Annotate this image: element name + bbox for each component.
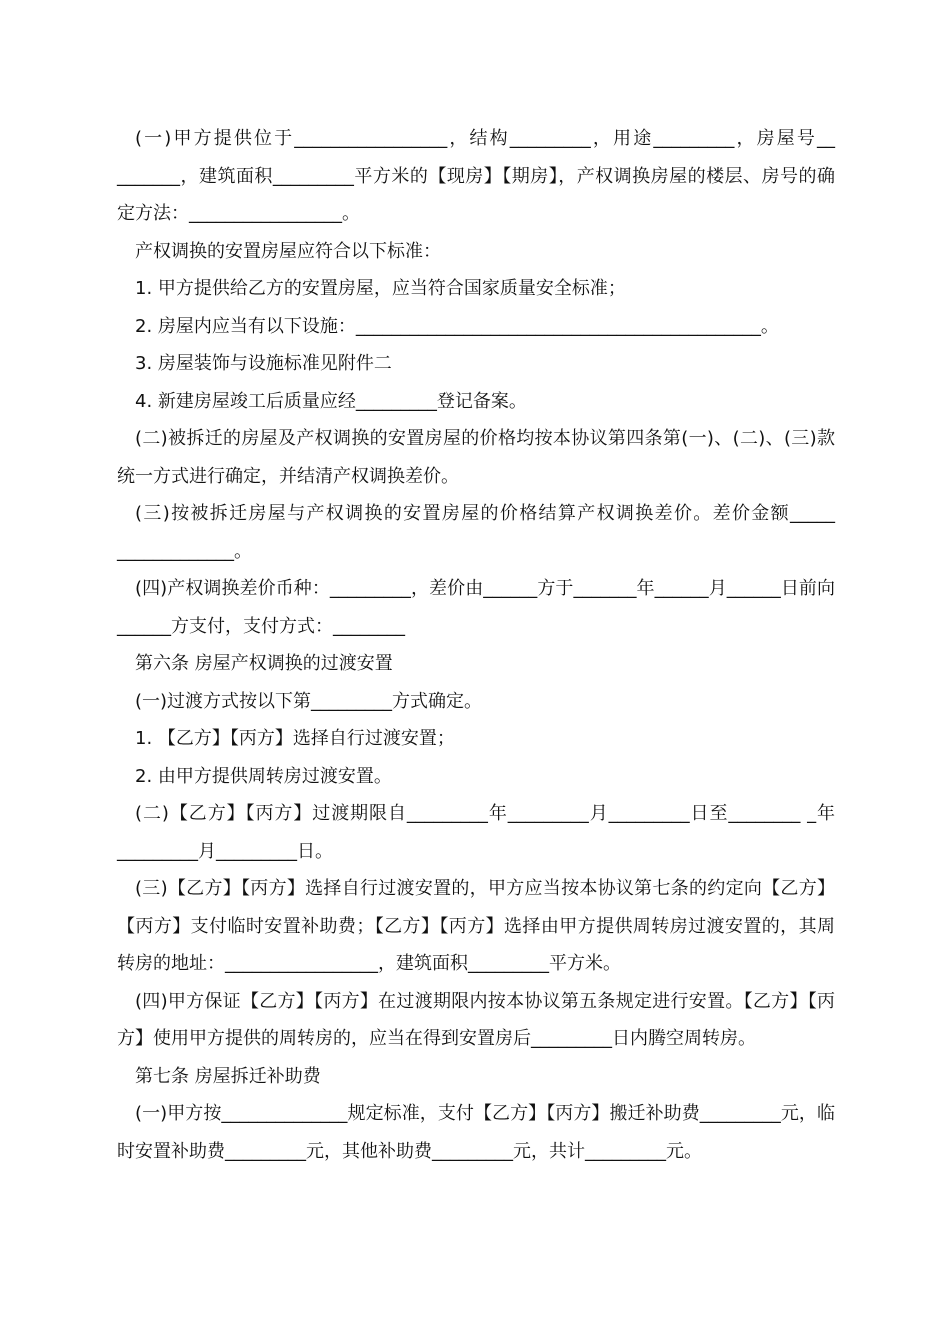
clause-3-text: (三)按被拆迁房屋与产权调换的安置房屋的价格结算产权调换差价。差价金额_____ _____________。 bbox=[117, 503, 835, 562]
article-6-option-2: 2. 由甲方提供周转房过渡安置。 bbox=[135, 765, 392, 787]
article-6-heading: 第六条 房屋产权调换的过渡安置 bbox=[135, 653, 393, 674]
article-7-clause-1: (一)甲方按______________规定标准，支付【乙方】【丙方】搬迁补助费_________元，临时安置补助费_________元，其他补助费_________元，共计_________元。 bbox=[117, 1103, 835, 1162]
clause-2-text: (二)被拆迁的房屋及产权调换的安置房屋的价格均按本协议第四条第(一)、(二)、(三)款统一方式进行确定，并结清产权调换差价。 bbox=[117, 428, 835, 487]
document-body bbox=[117, 120, 835, 1170]
standard-item-1: 1. 甲方提供给乙方的安置房屋，应当符合国家质量安全标准； bbox=[135, 278, 626, 299]
standard-heading: 产权调换的安置房屋应符合以下标准： bbox=[135, 240, 441, 262]
clause-4-text: (四)产权调换差价币种：_________，差价由______方于_______年______月______日前向______方支付，支付方式：________ bbox=[117, 578, 835, 637]
article-7-heading: 第七条 房屋拆迁补助费 bbox=[135, 1065, 321, 1087]
article-6-clause-4: (四)甲方保证【乙方】【丙方】在过渡期限内按本协议第五条规定进行安置。【乙方】【丙方】使用甲方提供的周转房的，应当在得到安置房后_________日内腾空周转房。 bbox=[117, 990, 835, 1049]
standard-item-3: 3. 房屋装饰与设施标准见附件二 bbox=[135, 353, 392, 374]
article-6-clause-1: (一)过渡方式按以下第_________方式确定。 bbox=[135, 690, 483, 712]
article-6-option-1: 1. 【乙方】【丙方】选择自行过渡安置； bbox=[135, 728, 455, 749]
standard-item-4: 4. 新建房屋竣工后质量应经_________登记备案。 bbox=[135, 390, 527, 412]
standard-item-2: 2. 房屋内应当有以下设施：_____________________________________________。 bbox=[135, 315, 779, 337]
article-6-clause-3: (三)【乙方】【丙方】选择自行过渡安置的，甲方应当按本协议第七条的约定向【乙方】【丙方】支付临时安置补助费；【乙方】【丙方】选择由甲方提供周转房过渡安置的，其周转房的地址：_________________，建筑面积_________平方米。 bbox=[117, 878, 835, 974]
clause-1-text: (一)甲方提供位于_________________，结构_________，用途_________，房屋号__ _______，建筑面积_________平方米的【现房】【期房】，产权调换房屋的楼层、房号的确定方法：_________________。 bbox=[117, 128, 835, 224]
article-6-clause-2: (二)【乙方】【丙方】过渡期限自_________年_________月_________日至________ _年_________月_________日。 bbox=[117, 803, 835, 862]
